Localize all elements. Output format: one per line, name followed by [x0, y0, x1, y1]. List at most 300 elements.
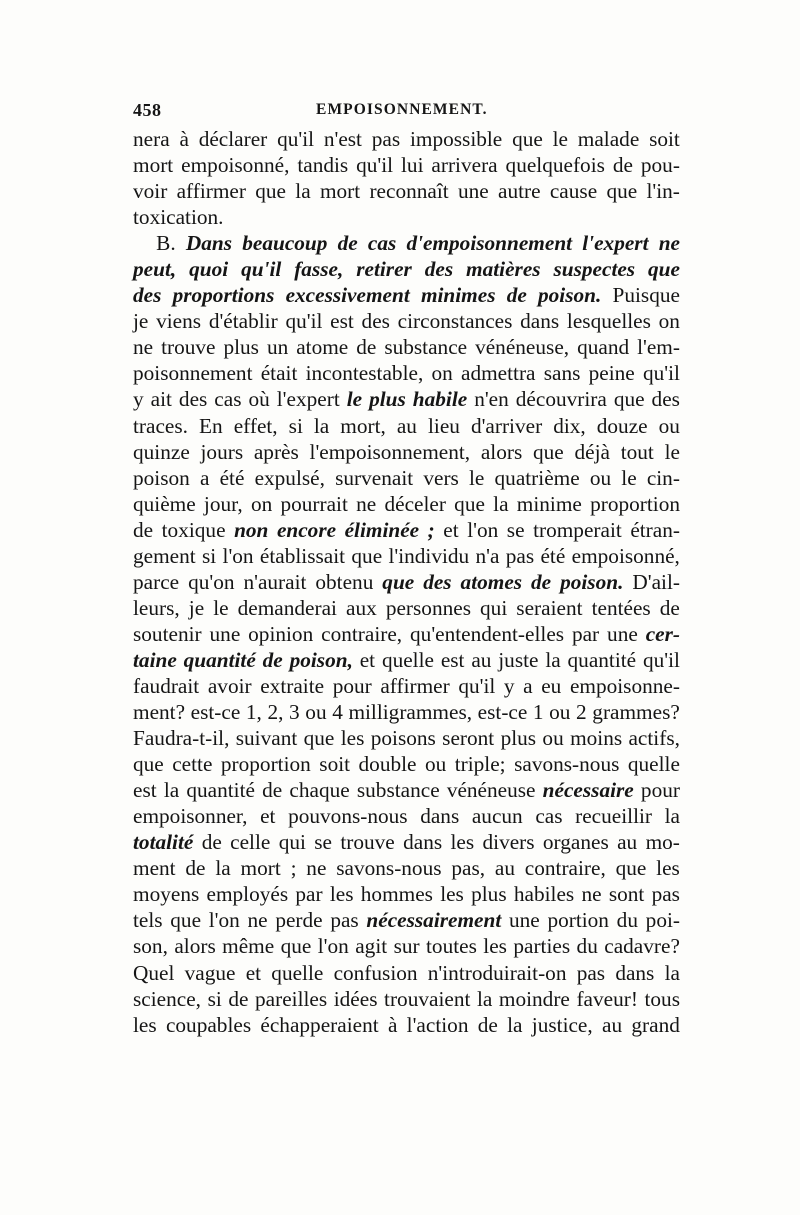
word: sont	[608, 882, 645, 907]
word: mort,	[340, 413, 386, 438]
word: seront	[442, 726, 495, 751]
word: pour	[332, 673, 372, 698]
word: dans	[520, 309, 560, 334]
word: lieu	[427, 413, 460, 438]
word: grammes?	[592, 700, 680, 725]
word: vague	[184, 960, 236, 985]
word: la	[493, 491, 509, 516]
word: et	[245, 960, 262, 985]
word: qui	[480, 595, 508, 620]
word: pouvons-nous	[288, 804, 408, 829]
word: d'établir	[208, 309, 278, 334]
word: jours	[200, 439, 244, 464]
word: Faudra-t-il,	[133, 726, 230, 751]
word: la	[664, 804, 680, 829]
word: une	[607, 621, 638, 646]
text-line	[133, 152, 680, 178]
word: les	[329, 882, 354, 907]
word: poison.	[537, 283, 602, 308]
word: l'expert	[276, 387, 340, 412]
word: substance	[356, 778, 440, 803]
word: dans	[403, 830, 443, 855]
word: ;	[290, 856, 297, 881]
word: traces.	[133, 413, 188, 438]
text-line	[133, 777, 680, 803]
word: jour,	[203, 491, 243, 516]
word: l'in-	[646, 179, 680, 204]
word: je	[133, 309, 149, 334]
word: poisonnement	[133, 361, 253, 386]
word: si	[288, 413, 303, 438]
word: tous	[644, 986, 680, 1011]
word: 3	[289, 700, 300, 725]
running-head: EMPOISONNEMENT.	[316, 101, 488, 118]
word: par	[295, 882, 323, 907]
word: justice,	[531, 1012, 593, 1037]
word: vénéneuse,	[475, 335, 570, 360]
word: portion	[547, 908, 609, 933]
text-line	[133, 907, 680, 933]
text-line	[133, 386, 680, 412]
word: poison.	[560, 569, 624, 594]
word: au	[471, 647, 492, 672]
word: beaucoup	[242, 231, 328, 256]
word: des	[423, 569, 452, 594]
word: 1	[532, 700, 544, 725]
word: plus	[500, 726, 537, 751]
word: l'em-	[637, 335, 680, 360]
word: affirmer	[380, 673, 450, 698]
word: plus	[369, 387, 406, 412]
word: où	[248, 387, 270, 412]
word: de	[356, 335, 377, 360]
word: et	[443, 517, 459, 542]
word: trouve	[161, 335, 216, 360]
word: vénéneuse	[446, 778, 536, 803]
word: proportion	[590, 491, 680, 516]
word: ou	[542, 726, 564, 751]
word: recueillir	[575, 804, 652, 829]
word: les	[450, 830, 475, 855]
word: tentées	[591, 595, 651, 620]
word: ment?	[133, 700, 186, 725]
word: est	[133, 778, 157, 803]
word: obtenu	[315, 569, 374, 594]
word: minime	[516, 491, 582, 516]
word: la	[295, 179, 311, 204]
word: En	[199, 413, 223, 438]
word: effet,	[233, 413, 278, 438]
word: suspectes	[553, 257, 636, 282]
word: 4	[332, 700, 343, 725]
word: l'expert	[582, 231, 649, 256]
word: pourrait	[280, 491, 348, 516]
text-line	[133, 413, 680, 439]
word: que	[648, 257, 680, 282]
word: tout	[620, 439, 654, 464]
word: y	[503, 673, 515, 698]
word: cette	[172, 752, 213, 777]
word: les	[483, 934, 507, 959]
word: employés	[206, 882, 289, 907]
text-line	[133, 465, 680, 491]
word: établissait	[259, 543, 346, 568]
text-line	[133, 439, 680, 465]
word: mort	[319, 179, 361, 204]
text-line	[133, 308, 680, 334]
word: ou	[549, 700, 571, 725]
word: mo-	[645, 830, 680, 855]
word: pou-	[640, 153, 680, 178]
word: ne	[581, 882, 602, 907]
word: viens	[156, 309, 202, 334]
word: moindre	[498, 986, 570, 1011]
word: science,	[133, 986, 201, 1011]
word: avoir	[207, 673, 252, 698]
word: que	[454, 491, 485, 516]
word: quantité	[567, 647, 637, 672]
word: eu	[541, 673, 562, 698]
word: vers	[423, 465, 459, 490]
word: le	[213, 595, 229, 620]
word: double	[358, 752, 417, 777]
word: des	[133, 283, 162, 308]
text-line	[133, 595, 680, 621]
word: encore	[276, 517, 337, 542]
word: de	[201, 830, 222, 855]
word: de	[228, 986, 249, 1011]
word: étran-	[630, 517, 680, 542]
word: les	[656, 856, 680, 881]
word: nécessairement	[366, 908, 502, 933]
word: expulsé,	[254, 465, 325, 490]
word: de	[531, 569, 552, 594]
word: tromperait	[533, 517, 622, 542]
word: l'individu	[388, 543, 470, 568]
word: que	[382, 569, 415, 594]
word: ou	[658, 413, 680, 438]
word: la	[545, 647, 561, 672]
word: des	[424, 257, 454, 282]
word: actifs,	[628, 726, 680, 751]
word: confusion	[333, 960, 418, 985]
word: autre	[498, 179, 541, 204]
word: le	[468, 465, 485, 490]
word: pas	[505, 543, 535, 568]
word: même	[222, 934, 275, 959]
word: déjà	[574, 439, 610, 464]
word: de	[262, 778, 283, 803]
word: est-ce	[477, 700, 528, 725]
word: été	[219, 465, 245, 490]
word: a	[199, 465, 210, 490]
word: de	[612, 153, 633, 178]
word: que	[606, 179, 638, 204]
word: quinze	[133, 439, 190, 464]
word: au	[602, 1012, 623, 1037]
page-number: 458	[133, 100, 162, 120]
word: ment	[133, 856, 176, 881]
word: soit	[649, 127, 680, 151]
word: cadavre?	[604, 934, 680, 959]
word: incontestable,	[305, 361, 424, 386]
word: de	[337, 231, 358, 256]
word: éliminée	[344, 517, 420, 542]
word: la	[215, 856, 231, 881]
word: les	[440, 882, 464, 907]
word: que	[133, 752, 164, 777]
word: toxication.	[133, 205, 224, 230]
word: l'on	[222, 543, 254, 568]
word: la	[507, 1012, 523, 1037]
body-text	[133, 126, 680, 1038]
text-line	[133, 751, 680, 777]
word: pas	[651, 882, 680, 907]
word: était	[260, 361, 298, 386]
word: qu'entendent-elles	[410, 621, 565, 646]
word: quand	[577, 335, 630, 360]
word: des	[651, 387, 680, 412]
word: contraire,	[321, 621, 403, 646]
word: ne	[356, 491, 377, 516]
text-line	[133, 491, 680, 517]
word: demanderai	[237, 595, 337, 620]
text-line	[133, 204, 680, 230]
word: reconnaît	[369, 179, 449, 204]
text-line	[133, 178, 680, 204]
word: le	[664, 439, 680, 464]
word: une	[209, 621, 241, 646]
text-line	[133, 986, 680, 1012]
word: mort	[133, 153, 174, 178]
word: au	[617, 830, 638, 855]
word: extraite	[260, 673, 325, 698]
word: de	[133, 517, 154, 542]
word: qu'il	[241, 257, 282, 282]
word: de	[477, 1012, 498, 1037]
word: et	[359, 647, 376, 672]
word: du	[576, 934, 598, 959]
word: ait	[150, 387, 172, 412]
word: on	[250, 491, 273, 516]
word: triple;	[454, 752, 506, 777]
word: qu'il	[277, 127, 315, 151]
word: nécessaire	[542, 778, 634, 803]
word: admettra	[461, 361, 536, 386]
word: tandis	[297, 153, 349, 178]
word: son,	[133, 934, 168, 959]
word: pour	[640, 778, 680, 803]
word: empoisonné,	[181, 153, 290, 178]
word: Dans	[185, 231, 233, 256]
word: l'action	[406, 1012, 469, 1037]
word: ne	[658, 231, 680, 256]
word: l'on	[467, 517, 499, 542]
word: qu'il	[458, 673, 496, 698]
word: pareilles	[255, 986, 328, 1011]
word: agit	[355, 934, 388, 959]
word: quelquefois	[505, 153, 605, 178]
word: idées	[333, 986, 378, 1011]
text-line	[133, 960, 680, 986]
word: quantité	[186, 778, 255, 803]
word: empoisonner,	[133, 804, 248, 829]
word: nera	[133, 127, 170, 151]
word: ou	[305, 700, 327, 725]
word: sur	[393, 934, 420, 959]
word: survenait	[335, 465, 414, 490]
word: été	[540, 543, 566, 568]
word: mort	[240, 856, 281, 881]
word: n'aurait	[243, 569, 307, 594]
text-line	[133, 360, 680, 386]
word: parties	[513, 934, 571, 959]
text-line	[133, 881, 680, 907]
word: si	[202, 543, 217, 568]
word: déceler	[384, 491, 446, 516]
word: malade	[577, 127, 640, 151]
word: la	[664, 960, 680, 985]
word: poisons	[370, 726, 436, 751]
word: poi-	[645, 908, 680, 933]
word: à	[387, 1012, 398, 1037]
word: la	[163, 778, 180, 803]
word: qu'il	[642, 647, 680, 672]
word: peine	[588, 361, 635, 386]
word: ne	[133, 335, 154, 360]
word: impossible	[409, 127, 503, 151]
word: l'on	[317, 934, 349, 959]
word: est	[440, 647, 465, 672]
word: affirmer	[176, 179, 246, 204]
word: déclarer	[198, 127, 268, 151]
word: n'en	[474, 387, 509, 412]
word: quoi	[189, 257, 229, 282]
word: lui	[401, 153, 424, 178]
word: y	[133, 387, 144, 412]
word: est-ce	[190, 700, 241, 725]
text-line	[133, 517, 680, 543]
word: ou	[589, 465, 612, 490]
word: poison	[133, 465, 190, 490]
word: au	[396, 413, 417, 438]
word: milligrammes,	[348, 700, 473, 725]
word: du	[616, 908, 638, 933]
word: aux	[346, 595, 377, 620]
word: des	[178, 387, 208, 412]
word: trouvaient	[384, 986, 471, 1011]
word: Puisque	[612, 283, 680, 308]
page-header	[0, 100, 800, 126]
word: le	[552, 127, 568, 151]
word: qu'il	[356, 153, 394, 178]
word: sans	[543, 361, 581, 386]
text-line	[133, 334, 680, 360]
word: le	[621, 465, 637, 490]
word: que	[280, 934, 312, 959]
text-line	[133, 126, 680, 152]
word: trouve	[340, 830, 395, 855]
word: dans	[615, 960, 655, 985]
word: alors	[174, 934, 216, 959]
word: et	[260, 804, 276, 829]
word: est	[330, 309, 354, 334]
word: ou	[424, 752, 447, 777]
word: que	[303, 726, 335, 751]
word: atome	[296, 335, 349, 360]
word: plus	[471, 882, 507, 907]
word: voir	[133, 179, 168, 204]
word: douze	[596, 413, 648, 438]
text-line	[133, 282, 680, 308]
word: non	[234, 517, 269, 542]
word: suivant	[235, 726, 298, 751]
word: minimes	[420, 283, 496, 308]
word: l'empoisonnement,	[309, 439, 471, 464]
word: plus	[223, 335, 259, 360]
word: tels	[133, 908, 163, 933]
word: cer-	[645, 621, 680, 646]
word: ;	[427, 517, 435, 542]
word: cas	[367, 231, 397, 256]
word: la	[476, 986, 493, 1011]
word: coupables	[165, 1012, 252, 1037]
word: opinion	[248, 621, 314, 646]
word: d'arriver	[470, 413, 543, 438]
word: juste	[498, 647, 539, 672]
word: matières	[466, 257, 541, 282]
word: si	[207, 986, 222, 1011]
word: à	[179, 127, 189, 151]
word: ne	[306, 856, 327, 881]
word: échapperaient	[260, 1012, 379, 1037]
text-line	[133, 569, 680, 595]
word: 2,	[267, 700, 284, 725]
word: l'on	[208, 908, 240, 933]
word: qu'on	[188, 569, 235, 594]
word: qu'il	[285, 309, 323, 334]
word: cin-	[646, 465, 680, 490]
word: se	[314, 830, 332, 855]
word: pas	[330, 908, 359, 933]
word: de	[185, 856, 206, 881]
word: d'empoisonnement	[406, 231, 573, 256]
word: toutes	[426, 934, 477, 959]
word: que	[533, 439, 564, 464]
text-line	[133, 855, 680, 881]
text-line	[133, 230, 680, 256]
text-line	[133, 673, 680, 699]
word: poison,	[289, 647, 353, 672]
word: empoisonne-	[569, 673, 680, 698]
word: retirer	[356, 257, 412, 282]
word: une	[508, 908, 540, 933]
word: n'introduirait-on	[427, 960, 567, 985]
word: 2	[576, 700, 587, 725]
word: soutenir	[133, 621, 202, 646]
word: n'a	[475, 543, 500, 568]
word: excessivement	[285, 283, 410, 308]
text-line	[133, 725, 680, 751]
word: D'ail-	[632, 569, 680, 594]
text-line	[133, 621, 680, 647]
word: alors	[480, 439, 523, 464]
word: contraire,	[524, 856, 606, 881]
word: aucun	[471, 804, 523, 829]
word: découvrira	[515, 387, 607, 412]
word: savons-nous	[336, 856, 442, 881]
word: organes	[542, 830, 609, 855]
